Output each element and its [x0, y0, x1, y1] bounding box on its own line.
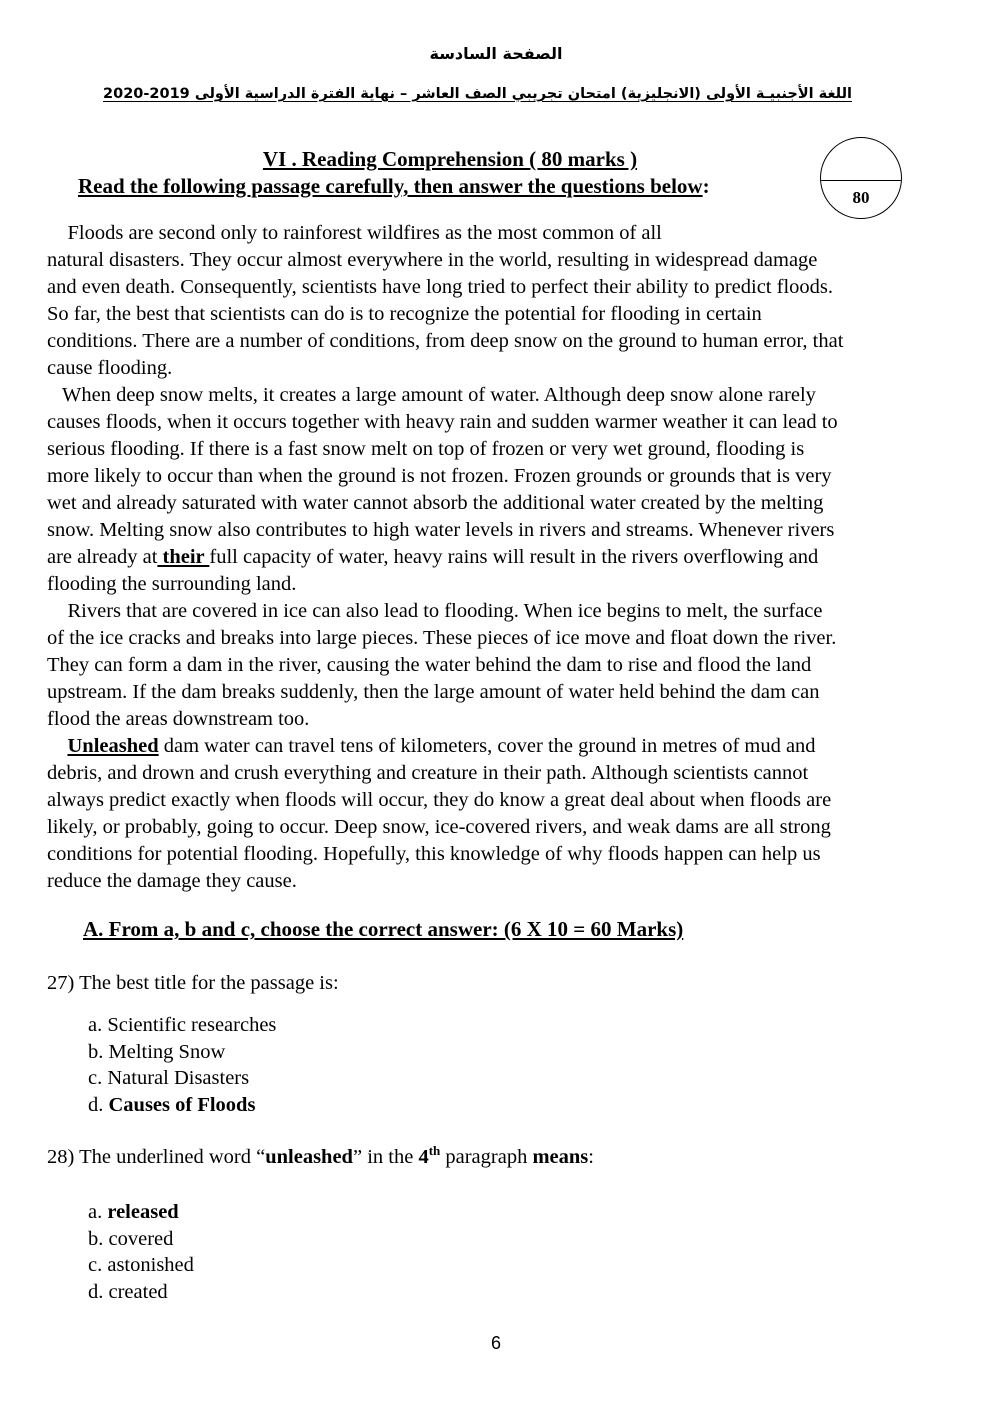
option-text: Causes of Floods	[108, 1093, 256, 1116]
passage-line: conditions for potential flooding. Hopefully, this knowledge of why floods happen can help us	[47, 843, 821, 865]
question-text: The best title for the passage is:	[74, 972, 339, 994]
passage-line: upstream. If the dam breaks suddenly, then the large amount of water held behind the dam can	[47, 681, 820, 703]
question-number: 27)	[47, 972, 75, 994]
paragraph-4	[47, 733, 962, 895]
score-circle	[820, 137, 902, 219]
passage-line: Rivers that are covered in ice can also lead to flooding. When ice begins to melt, the surface	[47, 600, 823, 622]
passage-line: more likely to occur than when the ground is not frozen. Frozen grounds or grounds that is very	[47, 465, 832, 487]
exam-title-arabic: اللغة الأجنبيـة الأولى (الانجليزية) امتحان تجريبي الصف العاشر – نهاية الفترة الدراسية الأولى 2019-2020	[103, 86, 852, 102]
paragraph-3	[47, 598, 962, 733]
question-number: 28)	[47, 1146, 75, 1168]
passage-line	[47, 544, 962, 571]
text-before-their: are already at	[47, 546, 158, 568]
passage-line: serious flooding. If there is a fast snow melt on top of frozen or very wet ground, flooding is	[47, 438, 805, 460]
option-letter: b.	[88, 1040, 109, 1063]
passage-line: of the ice cracks and breaks into large pieces. These pieces of ice move and float down the river.	[47, 627, 837, 649]
reading-instruction	[78, 174, 710, 199]
question-27-options	[88, 1012, 276, 1118]
option-a-selected[interactable]	[88, 1199, 194, 1226]
option-text: Melting Snow	[108, 1040, 226, 1063]
question-text: :	[588, 1146, 594, 1168]
question-28-options	[88, 1199, 194, 1305]
paragraph-1	[47, 220, 962, 382]
passage-line: debris, and drown and crush everything and creature in their path. Although scientists cannot	[47, 762, 809, 784]
passage-line: and even death. Consequently, scientists have long tried to perfect their ability to predict floods.	[47, 276, 833, 298]
text-after-their: full capacity of water, heavy rains will result in the rivers overflowing and	[209, 546, 819, 568]
page-label-arabic: الصفحة السادسة	[429, 44, 563, 63]
passage-line: conditions. There are a number of conditions, from deep snow on the ground to human error, that	[47, 330, 844, 352]
option-b[interactable]	[88, 1226, 194, 1253]
option-letter: d.	[88, 1280, 109, 1303]
passage-line	[47, 733, 962, 760]
question-text: The underlined word “	[74, 1146, 266, 1168]
reading-passage	[47, 220, 962, 895]
option-letter: d.	[88, 1093, 109, 1116]
underlined-word-their: their	[157, 546, 210, 568]
indent	[47, 735, 68, 757]
ordinal-suffix: th	[428, 1143, 441, 1159]
passage-line: reduce the damage they cause.	[47, 870, 297, 892]
option-a[interactable]	[88, 1012, 276, 1039]
question-text: ” in the	[352, 1146, 419, 1168]
underlined-word-unleashed: Unleashed	[67, 735, 159, 757]
option-text: astonished	[107, 1254, 194, 1276]
passage-line: causes floods, when it occurs together with heavy rain and sudden warmer weather it can lead to	[47, 411, 838, 433]
passage-line: So far, the best that scientists can do is to recognize the potential for flooding in certain	[47, 303, 762, 325]
option-letter: a.	[88, 1014, 108, 1036]
score-value: 80	[852, 188, 870, 207]
question-keyword: unleashed	[265, 1146, 353, 1168]
option-d-selected[interactable]	[88, 1092, 276, 1119]
section-heading: VI . Reading Comprehension ( 80 marks )	[262, 147, 638, 171]
question-keyword: means	[532, 1146, 589, 1168]
passage-line: When deep snow melts, it creates a large amount of water. Although deep snow alone rarely	[47, 384, 816, 406]
passage-line: Floods are second only to rainforest wildfires as the most common of all	[47, 222, 662, 244]
passage-line: wet and already saturated with water cannot absorb the additional water created by the melting	[47, 492, 824, 514]
option-letter: c.	[88, 1067, 108, 1089]
passage-line: flooding the surrounding land.	[47, 573, 297, 595]
instruction-text: Read the following passage carefully, then answer the questions below	[78, 174, 703, 198]
passage-line: snow. Melting snow also contributes to high water levels in rivers and streams. Whenever rivers	[47, 519, 835, 541]
passage-line: They can form a dam in the river, causing the water behind the dam to rise and flood the land	[47, 654, 812, 676]
paragraph-2	[47, 382, 962, 598]
passage-line: likely, or probably, going to occur. Deep snow, ice-covered rivers, and weak dams are all strong	[47, 816, 831, 838]
score-divider	[821, 180, 901, 181]
ordinal-number: 4	[418, 1146, 429, 1168]
option-text: Natural Disasters	[107, 1067, 250, 1089]
passage-line: cause flooding.	[47, 357, 173, 379]
option-letter: c.	[88, 1254, 108, 1276]
option-letter: b.	[88, 1227, 109, 1250]
question-27	[47, 972, 339, 995]
option-letter: a.	[88, 1201, 108, 1223]
part-a-heading: A. From a, b and c, choose the correct answer: (6 X 10 = 60 Marks)	[83, 917, 684, 941]
text-after-unleashed: dam water can travel tens of kilometers, cover the ground in metres of mud and	[158, 735, 816, 757]
option-text: created	[108, 1280, 168, 1303]
passage-line: flood the areas downstream too.	[47, 708, 310, 730]
passage-line: always predict exactly when floods will occur, they do know a great deal about when floods are	[47, 789, 832, 811]
page-number: 6	[490, 1333, 501, 1353]
option-c[interactable]	[88, 1065, 276, 1092]
passage-line: natural disasters. They occur almost everywhere in the world, resulting in widespread damage	[47, 249, 818, 271]
instruction-colon: :	[702, 174, 710, 198]
question-28	[47, 1143, 594, 1169]
option-d[interactable]	[88, 1279, 194, 1306]
option-b[interactable]	[88, 1039, 276, 1066]
option-text: covered	[108, 1227, 174, 1250]
option-c[interactable]	[88, 1252, 194, 1279]
question-text: paragraph	[440, 1146, 533, 1168]
option-text: released	[107, 1201, 179, 1223]
option-text: Scientific researches	[107, 1014, 277, 1036]
